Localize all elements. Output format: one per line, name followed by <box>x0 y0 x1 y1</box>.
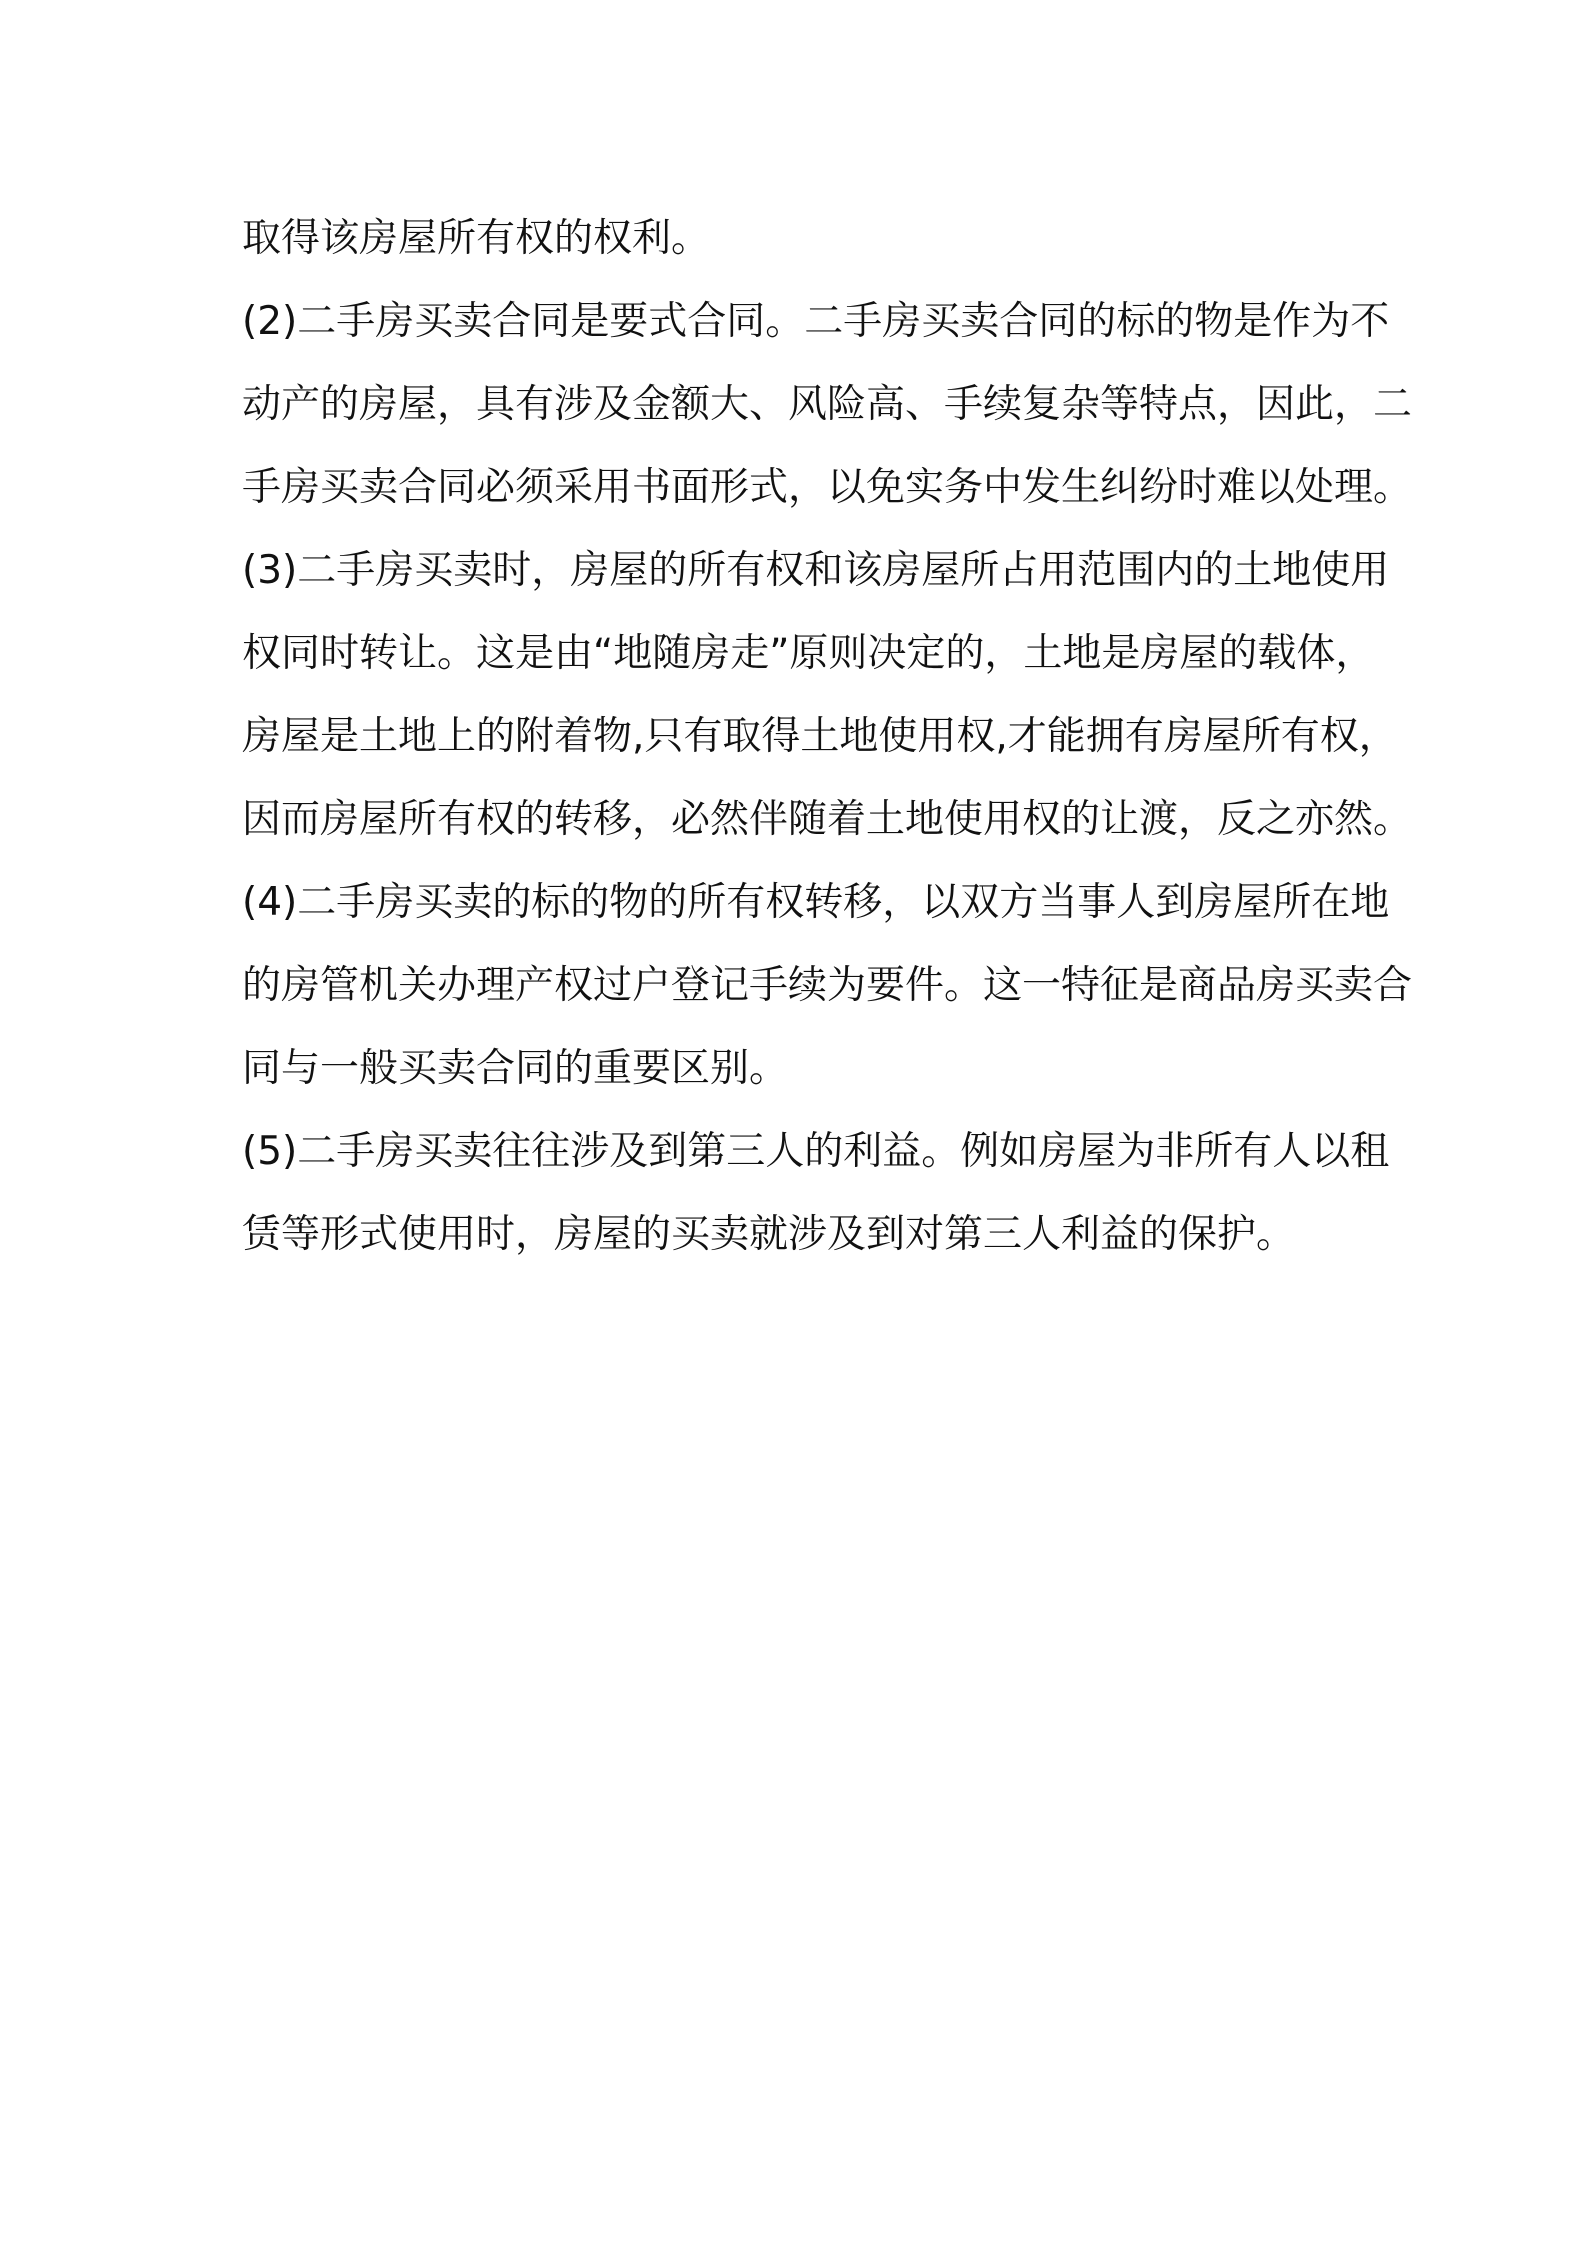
text-line: 因而房屋所有权的转移，必然伴随着土地使用权的让渡，反之亦然。 <box>242 797 1413 842</box>
text-line: (4)二手房买卖的标的物的所有权转移，以双方当事人到房屋所在地 <box>242 880 1390 925</box>
text-line: (2)二手房买卖合同是要式合同。二手房买卖合同的标的物是作为不 <box>242 299 1390 344</box>
text-line: 取得该房屋所有权的权利。 <box>242 216 711 261</box>
text-line: 赁等形式使用时，房屋的买卖就涉及到对第三人利益的保护。 <box>242 1212 1296 1257</box>
text-line: 手房买卖合同必须采用书面形式，以免实务中发生纠纷时难以处理。 <box>242 465 1413 510</box>
document-body-text <box>242 197 1413 1276</box>
text-line: (3)二手房买卖时，房屋的所有权和该房屋所占用范围内的土地使用 <box>242 548 1390 593</box>
text-line: 动产的房屋，具有涉及金额大、风险高、手续复杂等特点，因此，二 <box>242 382 1413 427</box>
text-line: 的房管机关办理产权过户登记手续为要件。这一特征是商品房买卖合 <box>242 963 1413 1008</box>
text-line: (5)二手房买卖往往涉及到第三人的利益。例如房屋为非所有人以租 <box>242 1129 1390 1174</box>
text-line: 权同时转让。这是由“地随房走”原则决定的，土地是房屋的载体， <box>242 631 1375 676</box>
text-line: 房屋是土地上的附着物,只有取得土地使用权,才能拥有房屋所有权， <box>242 714 1398 759</box>
text-line: 同与一般买卖合同的重要区别。 <box>242 1046 789 1091</box>
